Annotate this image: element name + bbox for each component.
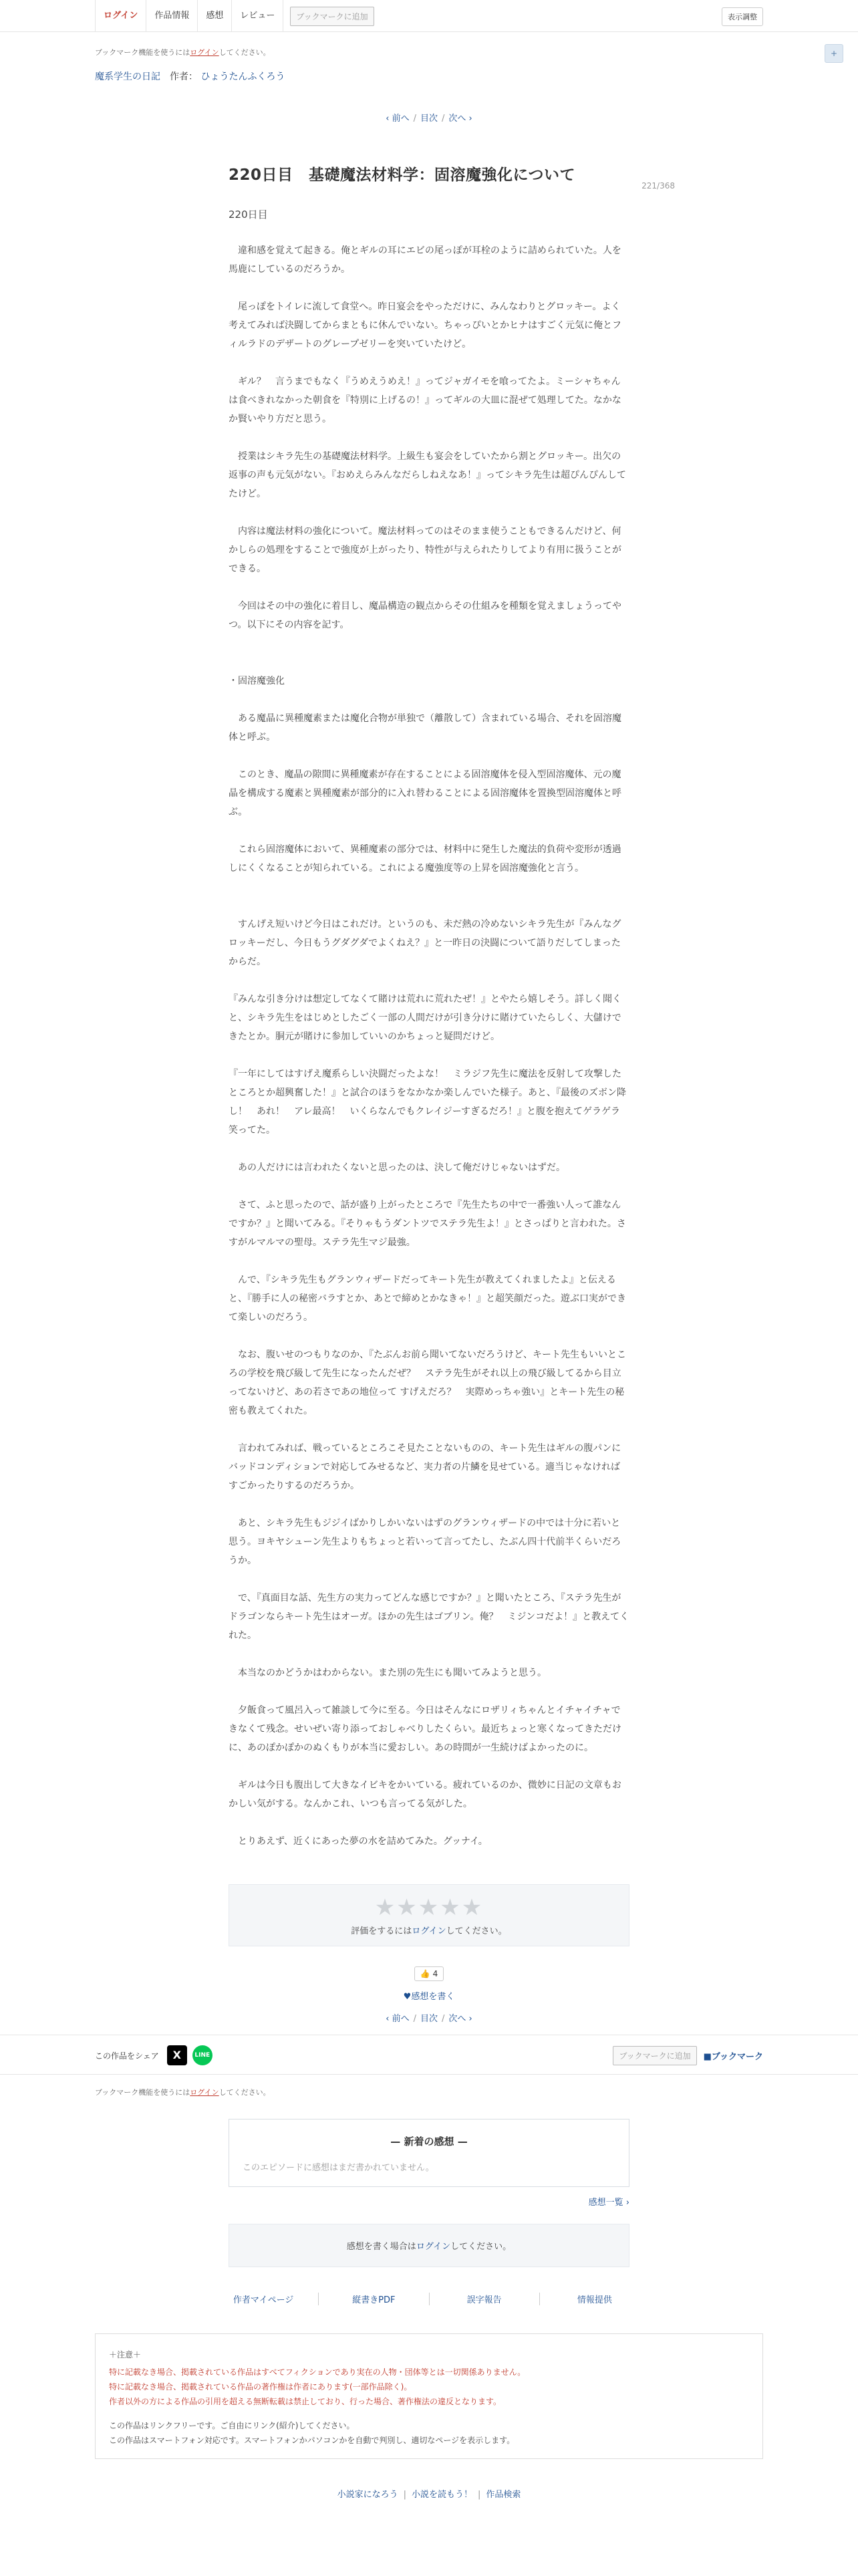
notice-login-link[interactable]: ログイン (190, 2088, 219, 2097)
rating-login-message (229, 1924, 629, 1936)
series-info (95, 70, 763, 83)
episode-body (229, 241, 629, 1851)
body-paragraph: 本当なのかどうかはわからない。また別の先生にも聞いてみようと思う。 (229, 1668, 547, 1678)
notice-login-link[interactable]: ログイン (190, 48, 219, 57)
episode-main (229, 162, 675, 1851)
body-paragraph: このとき、魔晶の隙間に異種魔素が存在することによる固溶魔体を侵入型固溶魔体、元の魔晶を構成する魔素と異種魔素が部分的に入れ替わることによる固溶魔体を置換型固溶魔体と呼ぶ。 (229, 769, 621, 817)
toc-link[interactable]: 目次 (420, 114, 438, 124)
body-paragraph: あと、シキラ先生もジジイばかりしかいないはずのグランウィザードの中では十分に若いと思う。ヨキヤシューン先生よりもちょっと若いって言ってたし、たぶん四十代前半くらいだろうか。 (229, 1518, 621, 1566)
bookmark-add-button-top[interactable]: ブックマークに追加 (290, 7, 374, 26)
thumbs-up-icon: 👍 (420, 1969, 430, 1978)
login-box-link[interactable]: ログイン (416, 2242, 451, 2252)
body-paragraph: さて、ふと思ったので、話が盛り上がったところで『先生たちの中で一番強い人って誰なんですか？』と聞いてみる。『そりゃもうダントツでステラ先生よ！』とさっぱりと言われた。さすがルマルマの聖母。ステラ先生マジ最強。 (229, 1200, 626, 1248)
impressions-title: — 新着の感想 — (390, 2136, 468, 2148)
nav-login[interactable]: ログイン (95, 0, 146, 32)
body-paragraph: 尾っぽをトイレに流して食堂へ。昨日宴会をやっただけに、みんなわりとグロッキー。よく考えてみれば決闘してからまともに休んでいない。ちゃっぴいとかヒナはすごく元気に俺とフィルラドのデザートのグレープゼリーを突いていたけど。 (229, 301, 621, 350)
body-paragraph: これら固溶魔体において、異種魔素の部分では、材料中に発生した魔法的負荷や変形が透過しにくくなることが知られている。これによる魔強度等の上昇を固溶魔強化と言う。 (229, 844, 621, 874)
pager-sep: / (442, 114, 445, 124)
body-paragraph: んで、『シキラ先生もグランウィザードだってキート先生が教えてくれましたよ』と伝えると、『勝手に人の秘密バラすとか、あとで締めとかなきゃ！』と超笑顔だった。遊ぶ口実ができて楽しいのだろう。 (229, 1275, 626, 1323)
episode-counter: 221/368 (641, 181, 675, 190)
notice-text: ブックマーク機能を使うには (95, 48, 190, 57)
rating-box (229, 1884, 629, 1946)
pager-sep: / (413, 114, 416, 124)
body-paragraph: 内容は魔法材料の強化について。魔法材料ってのはそのまま使うこともできるんだけど、何かしらの処理をすることで強度が上がったり、特性が与えられたりしてより有用に扱うことができる。 (229, 526, 621, 574)
typo-report-link[interactable]: 誤字報告 (430, 2293, 540, 2305)
body-paragraph: 『一年にしてはすげえ魔系らしい決闘だったよな！ ミラジフ先生に魔法を反射して攻撃したところとか超興奮した！』と試合のほうをなかなか楽しんでいた様子。あと、『最後のズボン降し！ あれ！ アレ最高！ いくらなんでもクレイジーすぎるだろ！』と腹を抱えてゲラゲラ笑ってた。 (229, 1069, 626, 1136)
body-paragraph: なお、腹いせのつもりなのか、『たぶんお前ら聞いてないだろうけど、キート先生もいいところの学校を飛び級して先生になったんだぜ？ ステラ先生がそれ以上の飛び級してるから目立ってないけど、あの若さであの地位って すげえだろ？ 実際めっちゃ強い』とキート先生の秘密も教えてくれた。 (229, 1349, 626, 1416)
share-bar (0, 2035, 858, 2075)
next-link[interactable]: 次へ › (448, 2014, 472, 2024)
next-link[interactable]: 次へ › (448, 114, 472, 124)
bookmark-link[interactable]: ■ブックマーク (703, 2052, 763, 2062)
rating-text-end: してください。 (446, 1926, 507, 1936)
body-paragraph: 言われてみれば、戦っているところこそ見たことないものの、キート先生はギルの腹パンにバッドコンディションで対応してみせるなど、実力者の片鱗を見せている。適当じゃなければすごかったりするのだろうか。 (229, 1443, 621, 1491)
bookmark-login-notice-bottom (95, 2087, 763, 2097)
caution-note: この作品はリンクフリーです。ご自由にリンク(紹介)してください。 (109, 2421, 355, 2430)
rating-text: 評価をするには (351, 1926, 412, 1936)
caution-line: 特に記載なき場合、掲載されている作品の著作権は作者にあります(一部作品除く)。 (109, 2382, 412, 2392)
body-paragraph: ギル？ 言うまでもなく『うめえうめえ！』ってジャガイモを喰ってたよ。ミーシャちゃんは食べきれなかった朝食を『特別に上げるの！』ってギルの大皿に混ぜて処理してた。なかなか賢いやり方だと思う。 (229, 376, 621, 424)
body-paragraph: 『みんな引き分けは想定してなくて賭けは荒れに荒れたぜ！』とやたら嬉しそう。詳しく聞くと、シキラ先生をはじめとしたごく一部の人間だけが引き分けに賭けていたらしく、大儲けできたとか。胴元が賭けに参加していいのかちょっと疑問だけど。 (229, 994, 621, 1042)
site-footer (95, 2487, 763, 2520)
nav-reviews[interactable]: レビュー (232, 0, 283, 32)
star-rating[interactable]: ★★★★★ (374, 1894, 484, 1921)
x-share-icon[interactable]: X (167, 2045, 187, 2065)
series-title-link[interactable]: 魔系学生の日記 (95, 72, 160, 82)
episode-title: 220日目 基礎魔法材料学：固溶魔強化について (229, 166, 576, 184)
author-link[interactable]: ひょうたんふくろう (200, 72, 285, 82)
pager-sep: / (442, 2014, 445, 2024)
prev-link[interactable]: ‹ 前へ (386, 2014, 410, 2024)
caution-title: ＋注意＋ (109, 2350, 142, 2359)
work-links (208, 2293, 650, 2305)
login-box-text-end: してください。 (450, 2242, 512, 2252)
author-label: 作者： (170, 72, 198, 82)
prev-link[interactable]: ‹ 前へ (386, 114, 410, 124)
footer-link-narou[interactable]: 小説家になろう (337, 2490, 398, 2500)
episode-subtitle: 220日目 (229, 209, 268, 221)
caution-line: 特に記載なき場合、掲載されている作品はすべてフィクションであり実在の人物・団体等とは一切関係ありません。 (109, 2367, 526, 2377)
impression-login-box (229, 2224, 629, 2267)
latest-impressions-box (229, 2119, 629, 2187)
like-button[interactable] (414, 1966, 444, 1981)
body-paragraph: ギルは今日も腹出して大きなイビキをかいている。疲れているのか、微妙に日記の文章もおかしい気がする。なんかこれ、いつも言ってる気がした。 (229, 1780, 621, 1809)
bookmark-add-button[interactable]: ブックマークに追加 (613, 2046, 696, 2065)
body-paragraph: 夕飯食って風呂入って雑談して今に至る。今日はそんなにロザリィちゃんとイチャイチャできなくて残念。せいぜい寄り添っておしゃべりしたくらい。最近ちょっと寒くなってきただけに、あのぽかぽかのぬくもりが本当に愛おしい。あの時間が一生続けばよかったのに。 (229, 1705, 621, 1753)
toc-link[interactable]: 目次 (420, 2014, 438, 2024)
impressions-list-link[interactable]: 感想一覧 › (588, 2198, 629, 2208)
notice-text-end: してください。 (219, 2088, 271, 2097)
write-impression-link[interactable]: ♥感想を書く (403, 1992, 455, 2002)
episode-pager-bottom (0, 2011, 858, 2024)
footer-sep: | (478, 2490, 481, 2500)
body-paragraph: 今回はその中の強化に着目し、魔晶構造の観点からその仕組みを種類を覚えましょうってやつ。以下にその内容を記す。 (229, 601, 621, 630)
like-count: 4 (432, 1969, 438, 1978)
rating-login-link[interactable]: ログイン (412, 1926, 446, 1936)
blank-line (229, 896, 629, 915)
footer-link-search[interactable]: 作品検索 (486, 2490, 521, 2500)
body-paragraph: あの人だけには言われたくないと思ったのは、決して俺だけじゃないはずだ。 (229, 1162, 565, 1173)
bookmark-login-notice (95, 47, 763, 57)
like-area (0, 1966, 858, 1981)
impressions-empty-text: このエピソードに感想はまだ書かれていません。 (243, 2163, 434, 2173)
episode-pager-top (0, 111, 858, 124)
caution-note: この作品はスマートフォン対応です。スマートフォンかパソコンかを自動で判別し、適切なページを表示します。 (109, 2436, 515, 2445)
body-paragraph: ・固溶魔強化 (229, 676, 285, 686)
share-bookmark-area (613, 2046, 763, 2065)
info-provide-link[interactable]: 情報提供 (577, 2295, 612, 2305)
blank-line (229, 653, 629, 672)
nav-work-info[interactable]: 作品情報 (146, 0, 198, 32)
body-paragraph: とりあえず、近くにあった夢の水を詰めてみた。グッナイ。 (229, 1836, 488, 1847)
footer-link-yomou[interactable]: 小説を読もう！ (411, 2490, 472, 2500)
notice-text-end: してください。 (219, 48, 271, 57)
body-paragraph: 授業はシキラ先生の基礎魔法材料学。上級生も宴会をしていたから割とグロッキー。出欠の返事の声も元気がない。『おめえらみんなだらしねえなあ！』ってシキラ先生は超ぴんぴんしてたけど。 (229, 451, 626, 499)
notice-text: ブックマーク機能を使うには (95, 2088, 190, 2097)
vertical-pdf-link[interactable]: 縦書きPDF (319, 2293, 429, 2305)
caution-line: 作者以外の方による作品の引用を超える無断転載は禁止しており、行った場合、著作権法の違反となります。 (109, 2397, 502, 2406)
login-box-text: 感想を書く場合は (346, 2242, 416, 2252)
top-nav-items (95, 0, 283, 32)
pager-sep: / (413, 2014, 416, 2024)
body-paragraph: ある魔晶に異種魔素または魔化合物が単独で（離散して）含まれている場合、それを固溶魔体と呼ぶ。 (229, 713, 621, 743)
display-settings-button[interactable]: 表示調整 (722, 7, 763, 26)
body-paragraph: すんげえ短いけど今日はこれだけ。というのも、未だ熱の冷めないシキラ先生が『みんなグロッキーだし、今日もうグダグダでよくねえ？』と一昨日の決闘について語りだしてしまったからだ。 (229, 919, 621, 967)
share-label: この作品をシェア (95, 2051, 159, 2061)
body-paragraph: で、『真面目な話、先生方の実力ってどんな感じですか？』と聞いたところ、『ステラ先生がドラゴンならキート先生はオーガ。ほかの先生はゴブリン。俺？ ミジンコだよ！』と教えてくれた。 (229, 1593, 629, 1641)
footer-sep: | (403, 2490, 406, 2500)
nav-impressions[interactable]: 感想 (198, 0, 232, 32)
line-share-icon[interactable]: LINE (192, 2045, 212, 2065)
side-toggle-button[interactable]: + (825, 44, 843, 63)
author-mypage-link[interactable]: 作者マイページ (208, 2293, 319, 2305)
caution-box (95, 2333, 763, 2459)
top-navigation (0, 0, 858, 32)
body-paragraph: 違和感を覚えて起きる。俺とギルの耳にエビの尾っぽが耳栓のように詰められていた。人を馬鹿にしているのだろうか。 (229, 245, 621, 275)
